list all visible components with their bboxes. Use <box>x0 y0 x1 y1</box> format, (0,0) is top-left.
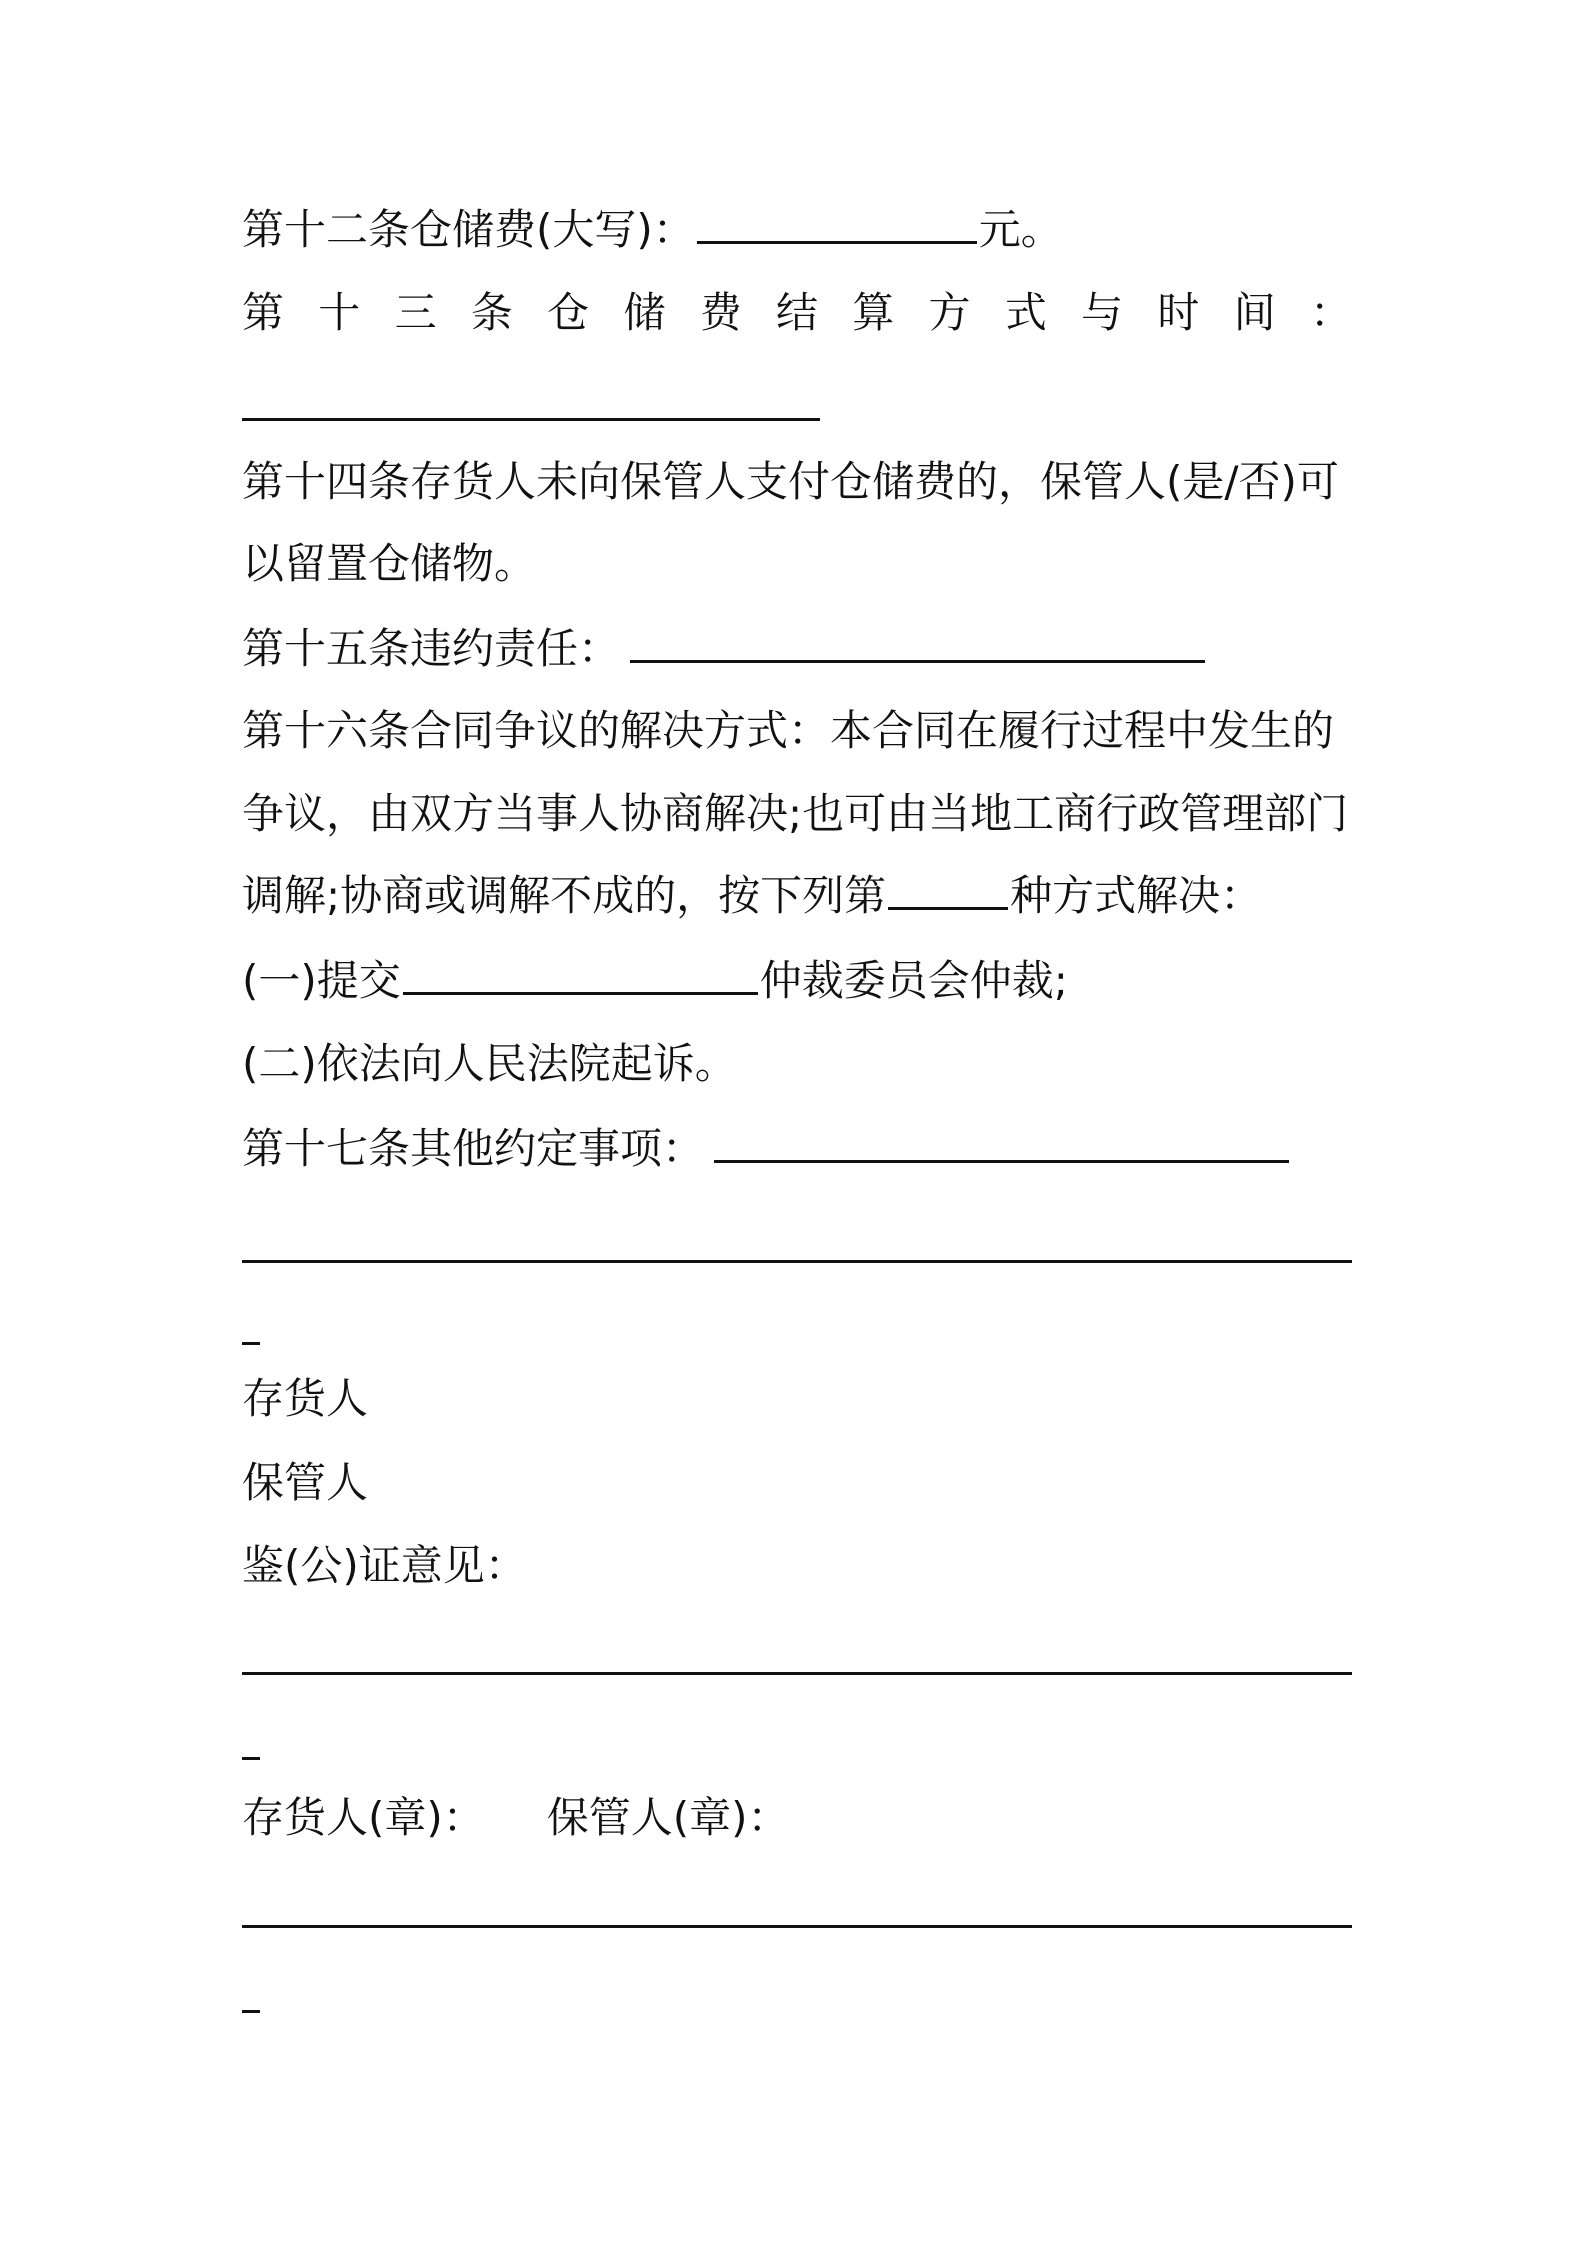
resolution-choice-blank[interactable] <box>888 871 1008 910</box>
other-terms-blank[interactable] <box>714 1124 1289 1163</box>
signature-blank-tail <box>242 2010 260 2013</box>
article-13-char: 费 <box>699 288 742 337</box>
notary-opinion-label: 鉴(公)证意见： <box>242 1541 527 1590</box>
notary-opinion-blank[interactable] <box>242 1672 1352 1675</box>
signature-blank[interactable] <box>242 1925 1352 1928</box>
option-2: (二)依法向人民法院起诉。 <box>242 1039 737 1088</box>
article-16-line-2: 争议，由双方当事人协商解决;也可由当地工商行政管理部门 <box>242 789 1349 838</box>
article-13-char: 式 <box>1004 288 1047 337</box>
notary-opinion-blank-tail <box>242 1757 260 1760</box>
article-14-line-2: 以留置仓储物。 <box>242 539 537 588</box>
article-12-prefix: 第十二条仓储费(大写)： <box>242 205 695 254</box>
other-terms-blank-tail <box>242 1342 260 1345</box>
custodian-label: 保管人 <box>242 1458 369 1507</box>
signature-row <box>242 1792 790 1844</box>
depositor-seal-label: 存货人(章)： <box>242 1793 485 1842</box>
article-13-char: 条 <box>470 288 513 337</box>
article-13-char: 方 <box>928 288 971 337</box>
option-1 <box>242 955 1068 1007</box>
article-13 <box>242 287 1352 339</box>
article-12 <box>242 204 1063 256</box>
article-15-prefix: 第十五条违约责任： <box>242 624 621 673</box>
article-13-char: 第 <box>242 288 285 337</box>
article-16-line-3-prefix: 调解;协商或调解不成的，按下列第 <box>242 871 887 920</box>
option-1-prefix: (一)提交 <box>242 956 401 1005</box>
article-12-suffix: 元。 <box>978 205 1063 254</box>
custodian-seal-label: 保管人(章)： <box>546 1793 790 1842</box>
article-17-prefix: 第十七条其他约定事项： <box>242 1124 705 1173</box>
article-17 <box>242 1123 1291 1175</box>
depositor-label: 存货人 <box>242 1374 369 1423</box>
breach-liability-blank[interactable] <box>630 624 1205 663</box>
article-14-line-1: 第十四条存货人未向保管人支付仓储费的，保管人(是/否)可 <box>242 457 1339 506</box>
storage-fee-blank[interactable] <box>697 205 977 244</box>
option-1-suffix: 仲裁委员会仲裁; <box>759 956 1068 1005</box>
article-13-char: 结 <box>775 288 818 337</box>
other-terms-long-blank[interactable] <box>242 1260 1352 1263</box>
article-16-line-3-suffix: 种方式解决： <box>1010 871 1263 920</box>
article-13-char: 三 <box>394 288 437 337</box>
article-13-char: 仓 <box>547 288 590 337</box>
article-13-char: 与 <box>1081 288 1124 337</box>
article-13-char: 时 <box>1157 288 1200 337</box>
article-16-line-1: 第十六条合同争议的解决方式：本合同在履行过程中发生的 <box>242 706 1335 755</box>
article-16-line-3 <box>242 870 1262 922</box>
article-13-char: ： <box>1309 288 1352 337</box>
article-13-char: 储 <box>623 288 666 337</box>
article-13-char: 算 <box>852 288 895 337</box>
article-15 <box>242 623 1207 675</box>
article-13-char: 十 <box>318 288 361 337</box>
article-13-char: 间 <box>1233 288 1276 337</box>
settlement-blank[interactable] <box>242 418 820 421</box>
arbitration-committee-blank[interactable] <box>403 956 758 995</box>
